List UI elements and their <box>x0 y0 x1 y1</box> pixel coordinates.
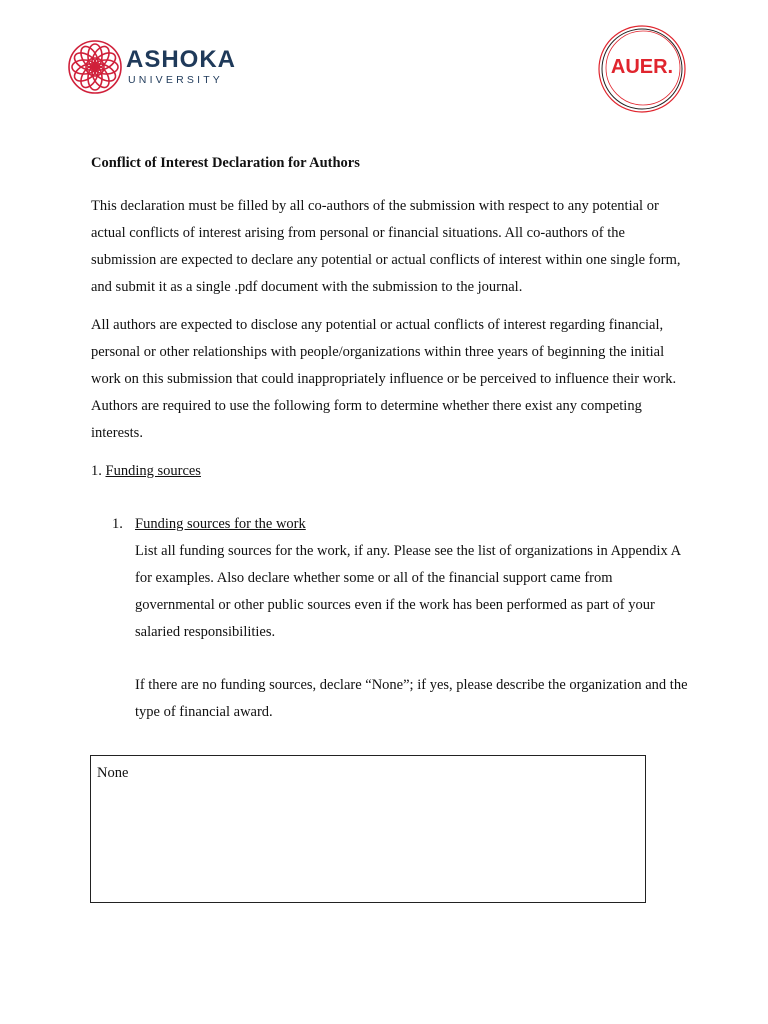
item-note: If there are no funding sources, declare “None”; if yes, please describe the organization and the type of financial award. <box>135 677 688 720</box>
document-title: Conflict of Interest Declaration for Authors <box>91 155 360 171</box>
item-number: 1. <box>112 516 123 532</box>
ashoka-logo-name: ASHOKA <box>126 46 237 73</box>
section-title: Funding sources <box>105 463 201 479</box>
section-number: 1. <box>91 463 102 479</box>
funding-answer-box[interactable] <box>90 755 646 903</box>
item-title: Funding sources for the work <box>135 516 306 532</box>
ashoka-emblem-icon <box>66 38 124 96</box>
auer-logo-text: AUER. <box>610 56 674 78</box>
section-heading <box>91 458 201 485</box>
funding-answer-text: None <box>97 765 129 781</box>
disclosure-paragraph: All authors are expected to disclose any potential or actual conflicts of interest regarding financial, personal or other relationships with people/organizations within three years of beginning the initial work on this submission that could inappropriately influence or be perceived to influence their work. Authors are required to use the following form to determine whether there exist any competing interests. <box>91 317 677 441</box>
ashoka-university-logo <box>66 38 237 98</box>
item-description: List all funding sources for the work, if any. Please see the list of organizations in Appendix A for examples. Also declare whether some or all of the financial support came from governmental or other public sources even if the work has been performed as part of your salaried responsibilities. <box>135 543 681 640</box>
ashoka-logo-subtitle: UNIVERSITY <box>128 74 224 86</box>
intro-paragraph: This declaration must be filled by all co-authors of the submission with respect to any potential or actual conflicts of interest arising from personal or financial situations. All co-authors of the submission are expected to declare any potential or actual conflicts of interest within one single form, and submit it as a single .pdf document with the submission to the journal. <box>91 198 681 295</box>
auer-logo <box>596 23 688 115</box>
